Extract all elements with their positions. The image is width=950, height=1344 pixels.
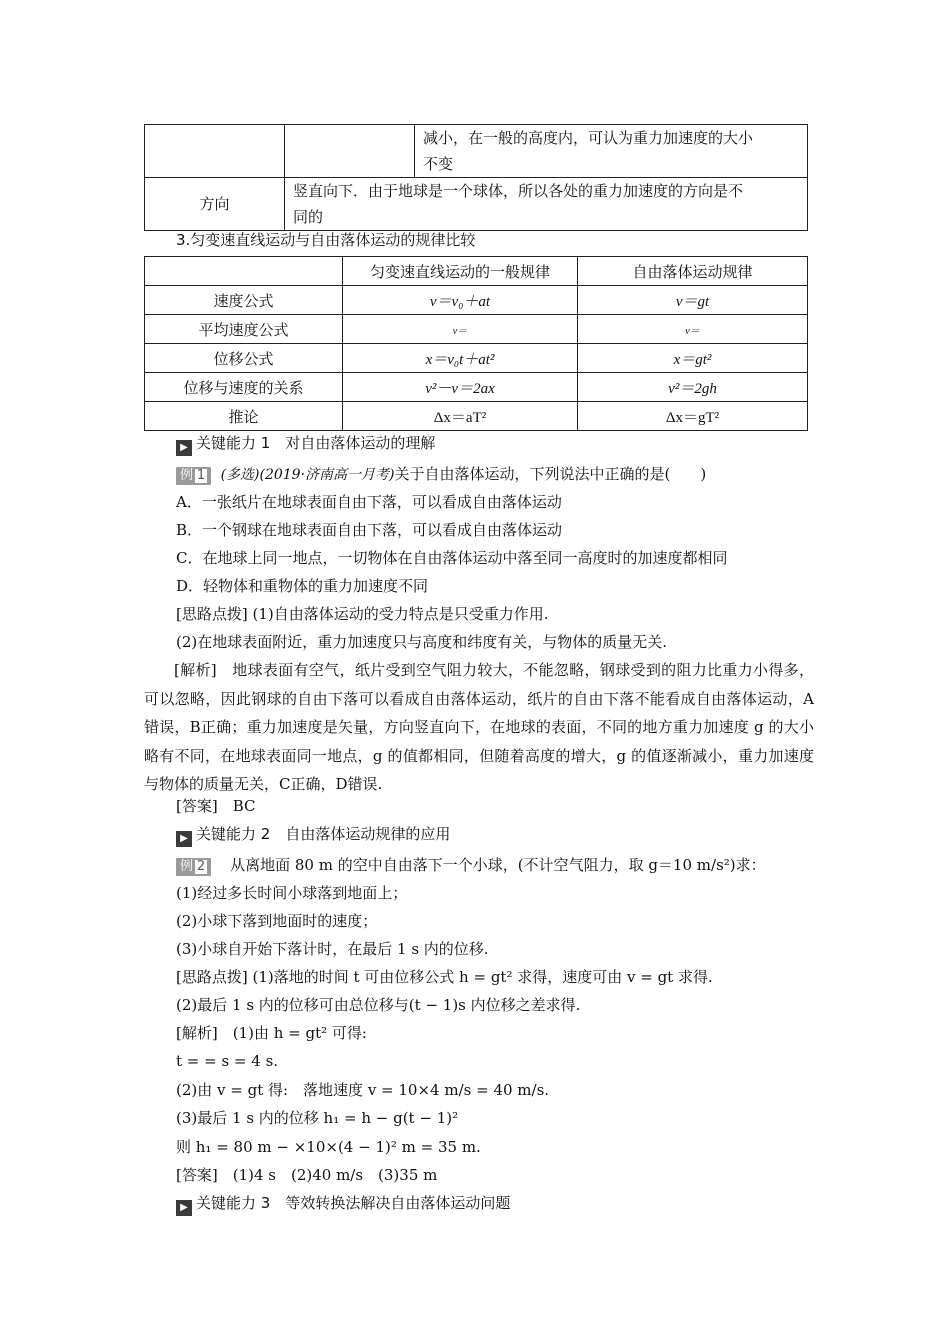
- ability-label: 关键能力 1: [196, 434, 271, 452]
- play-triangle-icon: ▶: [176, 440, 192, 456]
- option-a: A．一张纸片在地球表面自由下落，可以看成自由落体运动: [176, 493, 562, 511]
- example-1-question: [176, 464, 706, 485]
- ability-heading-3: [176, 1193, 510, 1216]
- table-row: [145, 315, 808, 344]
- table-row: [145, 402, 808, 431]
- cell-text: 同的: [293, 208, 324, 226]
- row-label-direction: 方向: [145, 178, 285, 231]
- table-cell: [415, 125, 808, 178]
- formula-cell: v²＝2gh: [578, 373, 808, 402]
- hint-line-1: [思路点拨] (1)自由落体运动的受力特点是只受重力作用.: [176, 605, 549, 623]
- table-cell: [285, 178, 808, 231]
- badge-label: 例: [180, 859, 194, 874]
- ability-title: 对自由落体运动的理解: [285, 434, 436, 452]
- formula-cell: v²－v＝2ax: [343, 373, 578, 402]
- option-b: B．一个钢球在地球表面自由下落，可以看成自由落体运动: [176, 521, 563, 539]
- question-source: (多选)(2019·济南高一月考): [220, 467, 395, 483]
- table-row: [145, 373, 808, 402]
- row-label: 推论: [145, 402, 343, 431]
- analysis-paragraph: [解析] 地球表面有空气，纸片受到空气阻力较大，不能忽略，钢球受到的阻力比重力小得多，可以忽略，因此钢球的自由下落可以看成自由落体运动，纸片的自由下落不能看成自由落体运动，A错误，B正确；重力加速度是矢量，方向竖直向下，在地球的表面，不同的地方重力加速度 g 的大小略有不同，在地球表面同一地点，g 的值都相同，但随着高度的增大，g 的值逐渐减小，重力加速度与物体的质量无关，C正确，D错误.: [144, 661, 814, 793]
- badge-label: 例: [180, 468, 194, 483]
- hint-line-2: (2)在地球表面附近，重力加速度只与高度和纬度有关，与物体的质量无关.: [176, 633, 668, 651]
- hint-line-1: [思路点拨] (1)落地的时间 t 可由位移公式 h = gt² 求得，速度可由 v = gt 求得.: [176, 968, 713, 986]
- sub-question-2: (2)小球下落到地面时的速度；: [176, 912, 378, 930]
- row-label: 位移与速度的关系: [145, 373, 343, 402]
- cell-text: 减小，在一般的高度内，可认为重力加速度的大小: [423, 129, 754, 147]
- formula-cell: Δx＝gT²: [578, 402, 808, 431]
- analysis-line-5: 则 h₁ = 80 m − ×10×(4 − 1)² m = 35 m.: [176, 1138, 481, 1156]
- header-cell: [145, 257, 343, 286]
- badge-number: 1: [196, 468, 206, 483]
- play-triangle-icon: ▶: [176, 831, 192, 847]
- badge-number: 2: [196, 859, 206, 874]
- row-label: 速度公式: [145, 286, 343, 315]
- formula-cell: Δx＝aT²: [343, 402, 578, 431]
- sub-question-3: (3)小球自开始下落计时，在最后 1 s 内的位移.: [176, 940, 489, 958]
- question-text: 关于自由落体运动，下列说法中正确的是( ): [394, 465, 707, 483]
- section-title: 3.匀变速直线运动与自由落体运动的规律比较: [176, 231, 476, 249]
- option-c: C．在地球上同一地点，一切物体在自由落体运动中落至同一高度时的加速度都相同: [176, 549, 728, 567]
- sub-question-1: (1)经过多长时间小球落到地面上；: [176, 884, 408, 902]
- ability-title: 等效转换法解决自由落体运动问题: [285, 1194, 511, 1212]
- table-header-row: [145, 257, 808, 286]
- answer-line: [答案] (1)4 s (2)40 m/s (3)35 m: [176, 1166, 438, 1184]
- comparison-table: [144, 256, 808, 431]
- ability-title: 自由落体运动规律的应用: [285, 825, 451, 843]
- option-d: D．轻物体和重物体的重力加速度不同: [176, 577, 429, 595]
- table-row: [145, 125, 808, 178]
- table-cell: [285, 125, 415, 178]
- header-cell: 匀变速直线运动的一般规律: [343, 257, 578, 286]
- cell-text: 竖直向下．由于地球是一个球体，所以各处的重力加速度的方向是不: [293, 182, 744, 200]
- gravity-properties-table: [144, 124, 808, 231]
- hint-line-2: (2)最后 1 s 内的位移可由总位移与(t − 1)s 内位移之差求得.: [176, 996, 581, 1014]
- example-badge: [176, 858, 211, 876]
- cell-text: 不变: [423, 155, 454, 173]
- analysis-line-4: (3)最后 1 s 内的位移 h₁ = h − g(t − 1)²: [176, 1109, 459, 1127]
- example-badge: [176, 467, 211, 485]
- table-cell: [145, 125, 285, 178]
- answer-line: [答案] BC: [176, 797, 256, 815]
- formula-cell: x＝v₀t＋at²: [343, 344, 578, 373]
- ability-label: 关键能力 3: [196, 1194, 271, 1212]
- play-triangle-icon: ▶: [176, 1200, 192, 1216]
- ability-heading-1: [176, 433, 435, 456]
- analysis-line-3: (2)由 v = gt 得: 落地速度 v = 10×4 m/s = 40 m/s.: [176, 1081, 550, 1099]
- table-row: [145, 178, 808, 231]
- row-label: 平均速度公式: [145, 315, 343, 344]
- analysis-line-1: [解析] (1)由 h = gt² 可得:: [176, 1024, 367, 1042]
- table-row: [145, 344, 808, 373]
- formula-cell: v＝v₀＋at: [343, 286, 578, 315]
- formula-cell: v＝: [578, 315, 808, 344]
- ability-label: 关键能力 2: [196, 825, 271, 843]
- question-text: 从离地面 80 m 的空中自由落下一个小球，(不计空气阻力，取 g＝10 m/s²)求：: [230, 856, 766, 874]
- example-2-question: [176, 855, 766, 876]
- ability-heading-2: [176, 824, 450, 847]
- formula-cell: x＝gt²: [578, 344, 808, 373]
- row-label: 位移公式: [145, 344, 343, 373]
- analysis-line-2: t = = s = 4 s.: [176, 1052, 279, 1070]
- table-row: [145, 286, 808, 315]
- header-cell: 自由落体运动规律: [578, 257, 808, 286]
- formula-cell: v＝: [343, 315, 578, 344]
- formula-cell: v＝gt: [578, 286, 808, 315]
